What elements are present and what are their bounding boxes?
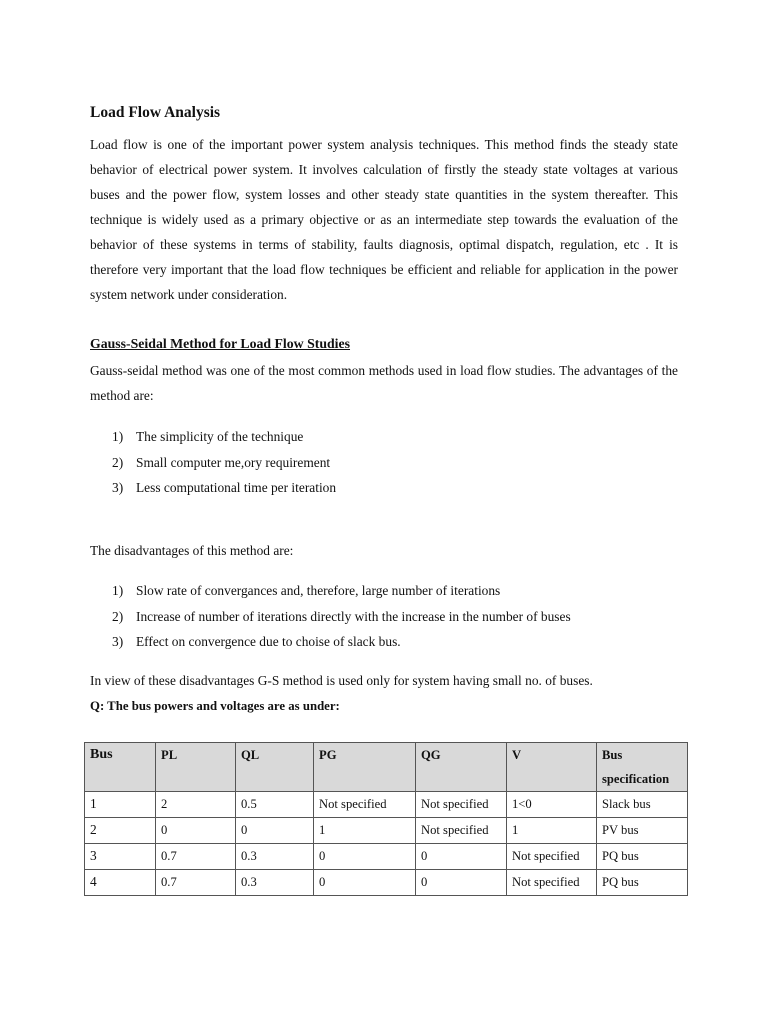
table-cell: 1 xyxy=(85,792,156,818)
bus-data-table xyxy=(84,742,688,896)
list-item: 3) Less computational time per iteration xyxy=(112,480,337,495)
header-qg: QG xyxy=(416,743,507,792)
table-header-row xyxy=(85,743,688,792)
table-cell: 0.5 xyxy=(236,792,314,818)
table-cell: 0 xyxy=(314,844,416,870)
table-cell: Not specified xyxy=(507,870,597,896)
header-pl: PL xyxy=(156,743,236,792)
table-cell: 0.7 xyxy=(156,870,236,896)
disadvantages-intro: The disadvantages of this method are: xyxy=(90,543,294,558)
list-item: 1) The simplicity of the technique xyxy=(112,429,304,444)
header-pg: PG xyxy=(314,743,416,792)
header-bus-specification: Bus specification xyxy=(597,743,688,792)
table-cell: 1 xyxy=(314,818,416,844)
table-cell: 0 xyxy=(416,844,507,870)
table-row xyxy=(85,844,688,870)
table-cell: 1 xyxy=(507,818,597,844)
table-cell: 2 xyxy=(85,818,156,844)
table-cell: Not specified xyxy=(314,792,416,818)
section-title-gauss-seidal: Gauss-Seidal Method for Load Flow Studies xyxy=(90,336,351,351)
table-cell: PQ bus xyxy=(597,870,688,896)
disadvantages-list xyxy=(112,578,571,655)
list-item: 3) Effect on convergence due to choise of slack bus. xyxy=(112,634,401,649)
conclusion-text: In view of these disadvantages G-S method is used only for system having small no. of buses. xyxy=(90,673,593,688)
table-cell: 0 xyxy=(416,870,507,896)
list-item: 1) Slow rate of convergances and, therefore, large number of iterations xyxy=(112,583,501,598)
list-item: 2) Small computer me,ory requirement xyxy=(112,454,331,470)
table-cell: 1<0 xyxy=(507,792,597,818)
table-cell: PQ bus xyxy=(597,844,688,870)
header-bus: Bus xyxy=(85,743,156,792)
gauss-seidal-paragraph: Gauss-seidal method was one of the most common methods used in load flow studies. The advantages of the method are: xyxy=(90,363,678,403)
table-cell: 3 xyxy=(85,844,156,870)
table-cell: 0 xyxy=(236,818,314,844)
header-ql: QL xyxy=(236,743,314,792)
table-cell: Slack bus xyxy=(597,792,688,818)
question-text: Q: The bus powers and voltages are as under: xyxy=(90,699,340,713)
table-cell: 0 xyxy=(156,818,236,844)
table-row xyxy=(85,792,688,818)
table-cell: 2 xyxy=(156,792,236,818)
load-flow-paragraph: Load flow is one of the important power system analysis techniques. This method finds the steady state behavior of electrical power system. It involves calculation of firstly the steady state voltages at various buses and the power flow, system losses and other steady state quantities in the system thereafter. This technique is widely used as a primary objective or as an intermediate step towards the evaluation of the behavior of these systems in terms of stability, faults diagnosis, optimal dispatch, regulation, etc . It is therefore very important that the load flow techniques be efficient and reliable for application in the power system network under consideration. xyxy=(90,137,678,302)
section-title-load-flow: Load Flow Analysis xyxy=(90,104,221,121)
table-cell: Not specified xyxy=(507,844,597,870)
table-cell: Not specified xyxy=(416,818,507,844)
table-cell: Not specified xyxy=(416,792,507,818)
table-cell: 0.3 xyxy=(236,870,314,896)
advantages-list xyxy=(112,424,336,501)
table-cell: 0.3 xyxy=(236,844,314,870)
table-cell: PV bus xyxy=(597,818,688,844)
table-cell: 0.7 xyxy=(156,844,236,870)
list-item: 2) Increase of number of iterations directly with the increase in the number of buses xyxy=(112,608,571,624)
table-row xyxy=(85,870,688,896)
table-cell: 4 xyxy=(85,870,156,896)
table-cell: 0 xyxy=(314,870,416,896)
header-v: V xyxy=(507,743,597,792)
table-row xyxy=(85,818,688,844)
